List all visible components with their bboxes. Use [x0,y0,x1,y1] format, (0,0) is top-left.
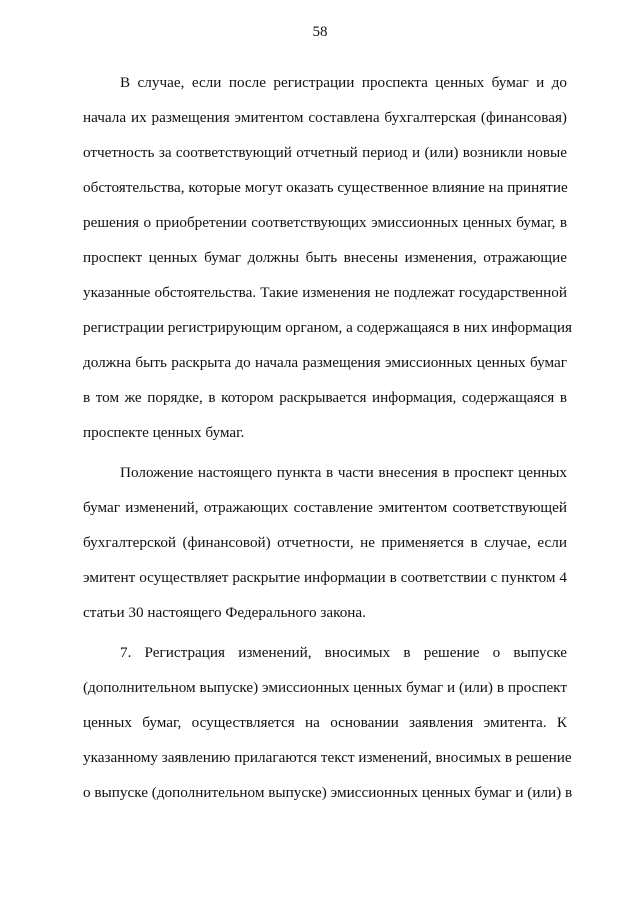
text-line: указанному заявлению прилагаются текст изменений, вносимых в решение [83,749,572,766]
text-line: начала их размещения эмитентом составлена бухгалтерская (финансовая) [83,109,567,126]
text-line: (дополнительном выпуске) эмиссионных ценных бумаг и (или) в проспект [83,679,567,696]
document-body [83,65,573,810]
paragraph-3 [83,635,573,810]
text-line: Положение настоящего пункта в части внесения в проспект ценных [120,464,567,481]
text-line: в том же порядке, в котором раскрывается информация, содержащаяся в [83,389,567,406]
text-line: указанные обстоятельства. Такие изменения не подлежат государственной [83,284,567,301]
text-line: решения о приобретении соответствующих эмиссионных ценных бумаг, в [83,214,567,231]
text-line: должна быть раскрыта до начала размещения эмиссионных ценных бумаг [83,354,567,371]
text-line: 7. Регистрация изменений, вносимых в решение о выпуске [120,644,567,661]
text-line: В случае, если после регистрации проспекта ценных бумаг и до [120,74,567,91]
text-line: обстоятельства, которые могут оказать существенное влияние на принятие [83,179,568,196]
text-line: статьи 30 настоящего Федерального закона. [83,604,366,621]
page-number: 58 [312,24,328,40]
text-line: бумаг изменений, отражающих составление эмитентом соответствующей [83,499,567,516]
text-line: ценных бумаг, осуществляется на основании заявления эмитента. К [83,714,567,731]
text-line: регистрации регистрирующим органом, а содержащаяся в них информация [83,319,572,336]
text-line: эмитент осуществляет раскрытие информации в соответствии с пунктом 4 [83,569,567,586]
text-line: о выпуске (дополнительном выпуске) эмиссионных ценных бумаг и (или) в [83,784,573,801]
text-line: проспект ценных бумаг должны быть внесены изменения, отражающие [83,249,567,266]
text-line: отчетность за соответствующий отчетный период и (или) возникли новые [83,144,567,161]
paragraph-2 [83,455,567,630]
text-line: проспекте ценных бумаг. [83,424,245,441]
text-line: бухгалтерской (финансовой) отчетности, не применяется в случае, если [83,534,567,551]
paragraph-1 [83,65,572,450]
